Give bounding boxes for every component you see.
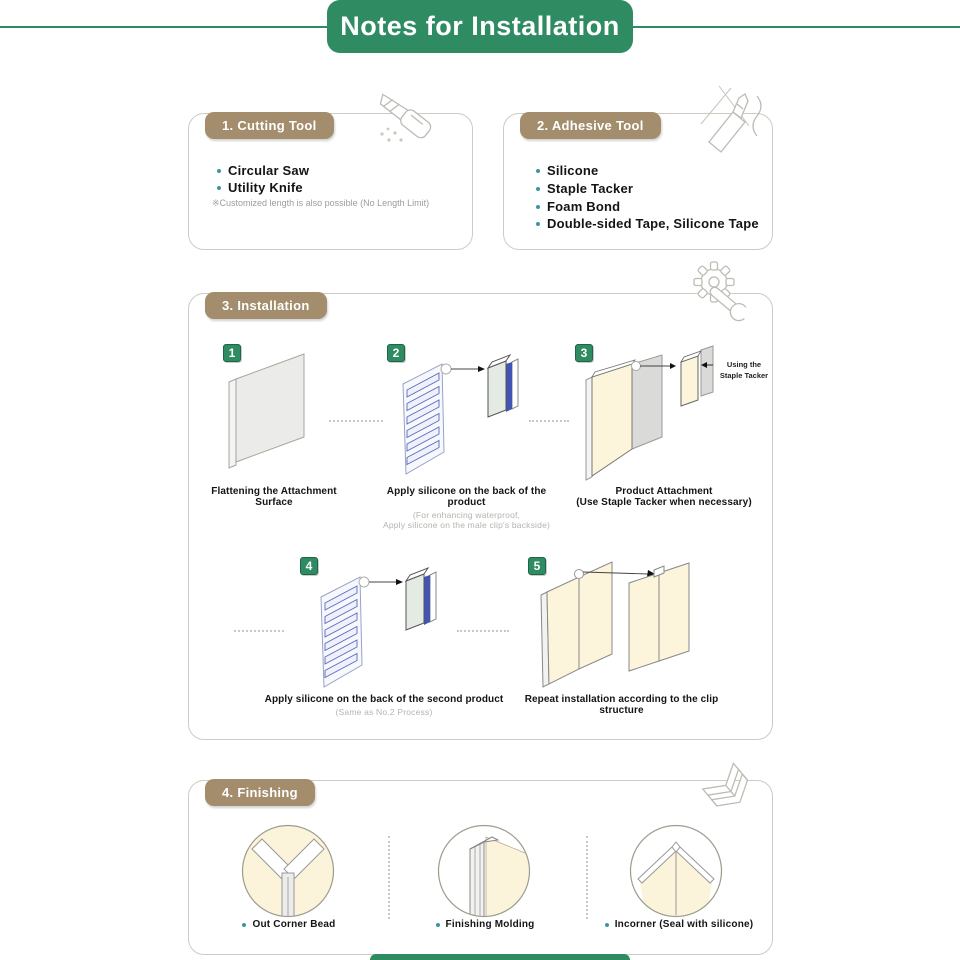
step5-repeat-illustration — [537, 557, 742, 692]
list-item: Double-sided Tape, Silicone Tape — [536, 216, 759, 231]
list-item: Foam Bond — [536, 199, 620, 214]
step5-caption: Repeat installation according to the clip structure — [524, 694, 719, 716]
step4-caption: Apply silicone on the back of the second product (Same as No.2 Process) — [264, 694, 504, 717]
list-item: Silicone — [536, 163, 598, 178]
step3-attachment-illustration — [582, 340, 772, 492]
length-note: ※Customized length is also possible (No Length Limit) — [212, 198, 430, 208]
step1-panel-illustration — [227, 347, 327, 477]
step-badge-4: 4 — [300, 557, 318, 575]
dotted-separator — [329, 420, 383, 422]
section-finishing — [188, 780, 773, 955]
list-item: Circular Saw — [217, 163, 309, 178]
silicone-gun-icon — [693, 84, 773, 158]
step-badge-2: 2 — [387, 344, 405, 362]
gear-wrench-icon — [688, 260, 760, 326]
cutting-tool-label: 1. Cutting Tool — [205, 112, 334, 139]
finishing-item-caption: Finishing Molding — [385, 919, 585, 930]
staple-tacker-note-line2: Staple Tacker — [719, 371, 769, 380]
bullet-icon — [605, 923, 609, 927]
page-title: Notes for Installation — [327, 0, 633, 53]
list-item: Staple Tacker — [536, 181, 633, 196]
dotted-separator — [529, 420, 569, 422]
utility-knife-icon — [372, 88, 438, 150]
finishing-item-caption: Incorner (Seal with silicone) — [574, 919, 784, 930]
step2-caption: Apply silicone on the back of the product (For enhancing waterproof, Apply silicone on the male clip's backside) — [382, 486, 551, 530]
step-badge-1: 1 — [223, 344, 241, 362]
dotted-separator — [234, 630, 284, 632]
corner-molding-icon — [698, 758, 756, 818]
step1-caption: Flattening the Attachment Surface — [211, 486, 337, 508]
step3-caption: Product Attachment (Use Staple Tacker when necessary) — [576, 486, 752, 508]
dotted-separator — [586, 836, 588, 919]
adhesive-tool-label: 2. Adhesive Tool — [520, 112, 661, 139]
step-badge-3: 3 — [575, 344, 593, 362]
bullet-icon — [242, 923, 246, 927]
finishing-label: 4. Finishing — [205, 779, 315, 806]
staple-tacker-note-line1: Using the — [726, 360, 762, 369]
bullet-icon — [536, 169, 540, 173]
out-corner-bead-illustration — [238, 821, 338, 921]
finishing-molding-illustration — [434, 821, 534, 921]
bullet-icon — [436, 923, 440, 927]
step-badge-5: 5 — [528, 557, 546, 575]
dotted-separator — [388, 836, 390, 919]
step4-silicone-illustration — [295, 557, 455, 697]
bullet-icon — [536, 222, 540, 226]
installation-label: 3. Installation — [205, 292, 327, 319]
step2-silicone-illustration — [377, 344, 537, 484]
dotted-separator — [457, 630, 509, 632]
bullet-icon — [217, 169, 221, 173]
section-installation — [188, 293, 773, 740]
bullet-icon — [536, 205, 540, 209]
next-section-header-peek — [370, 954, 630, 960]
list-item: Utility Knife — [217, 180, 303, 195]
bullet-icon — [536, 187, 540, 191]
bullet-icon — [217, 186, 221, 190]
incorner-illustration — [626, 821, 726, 921]
finishing-item-caption: Out Corner Bead — [189, 919, 389, 930]
